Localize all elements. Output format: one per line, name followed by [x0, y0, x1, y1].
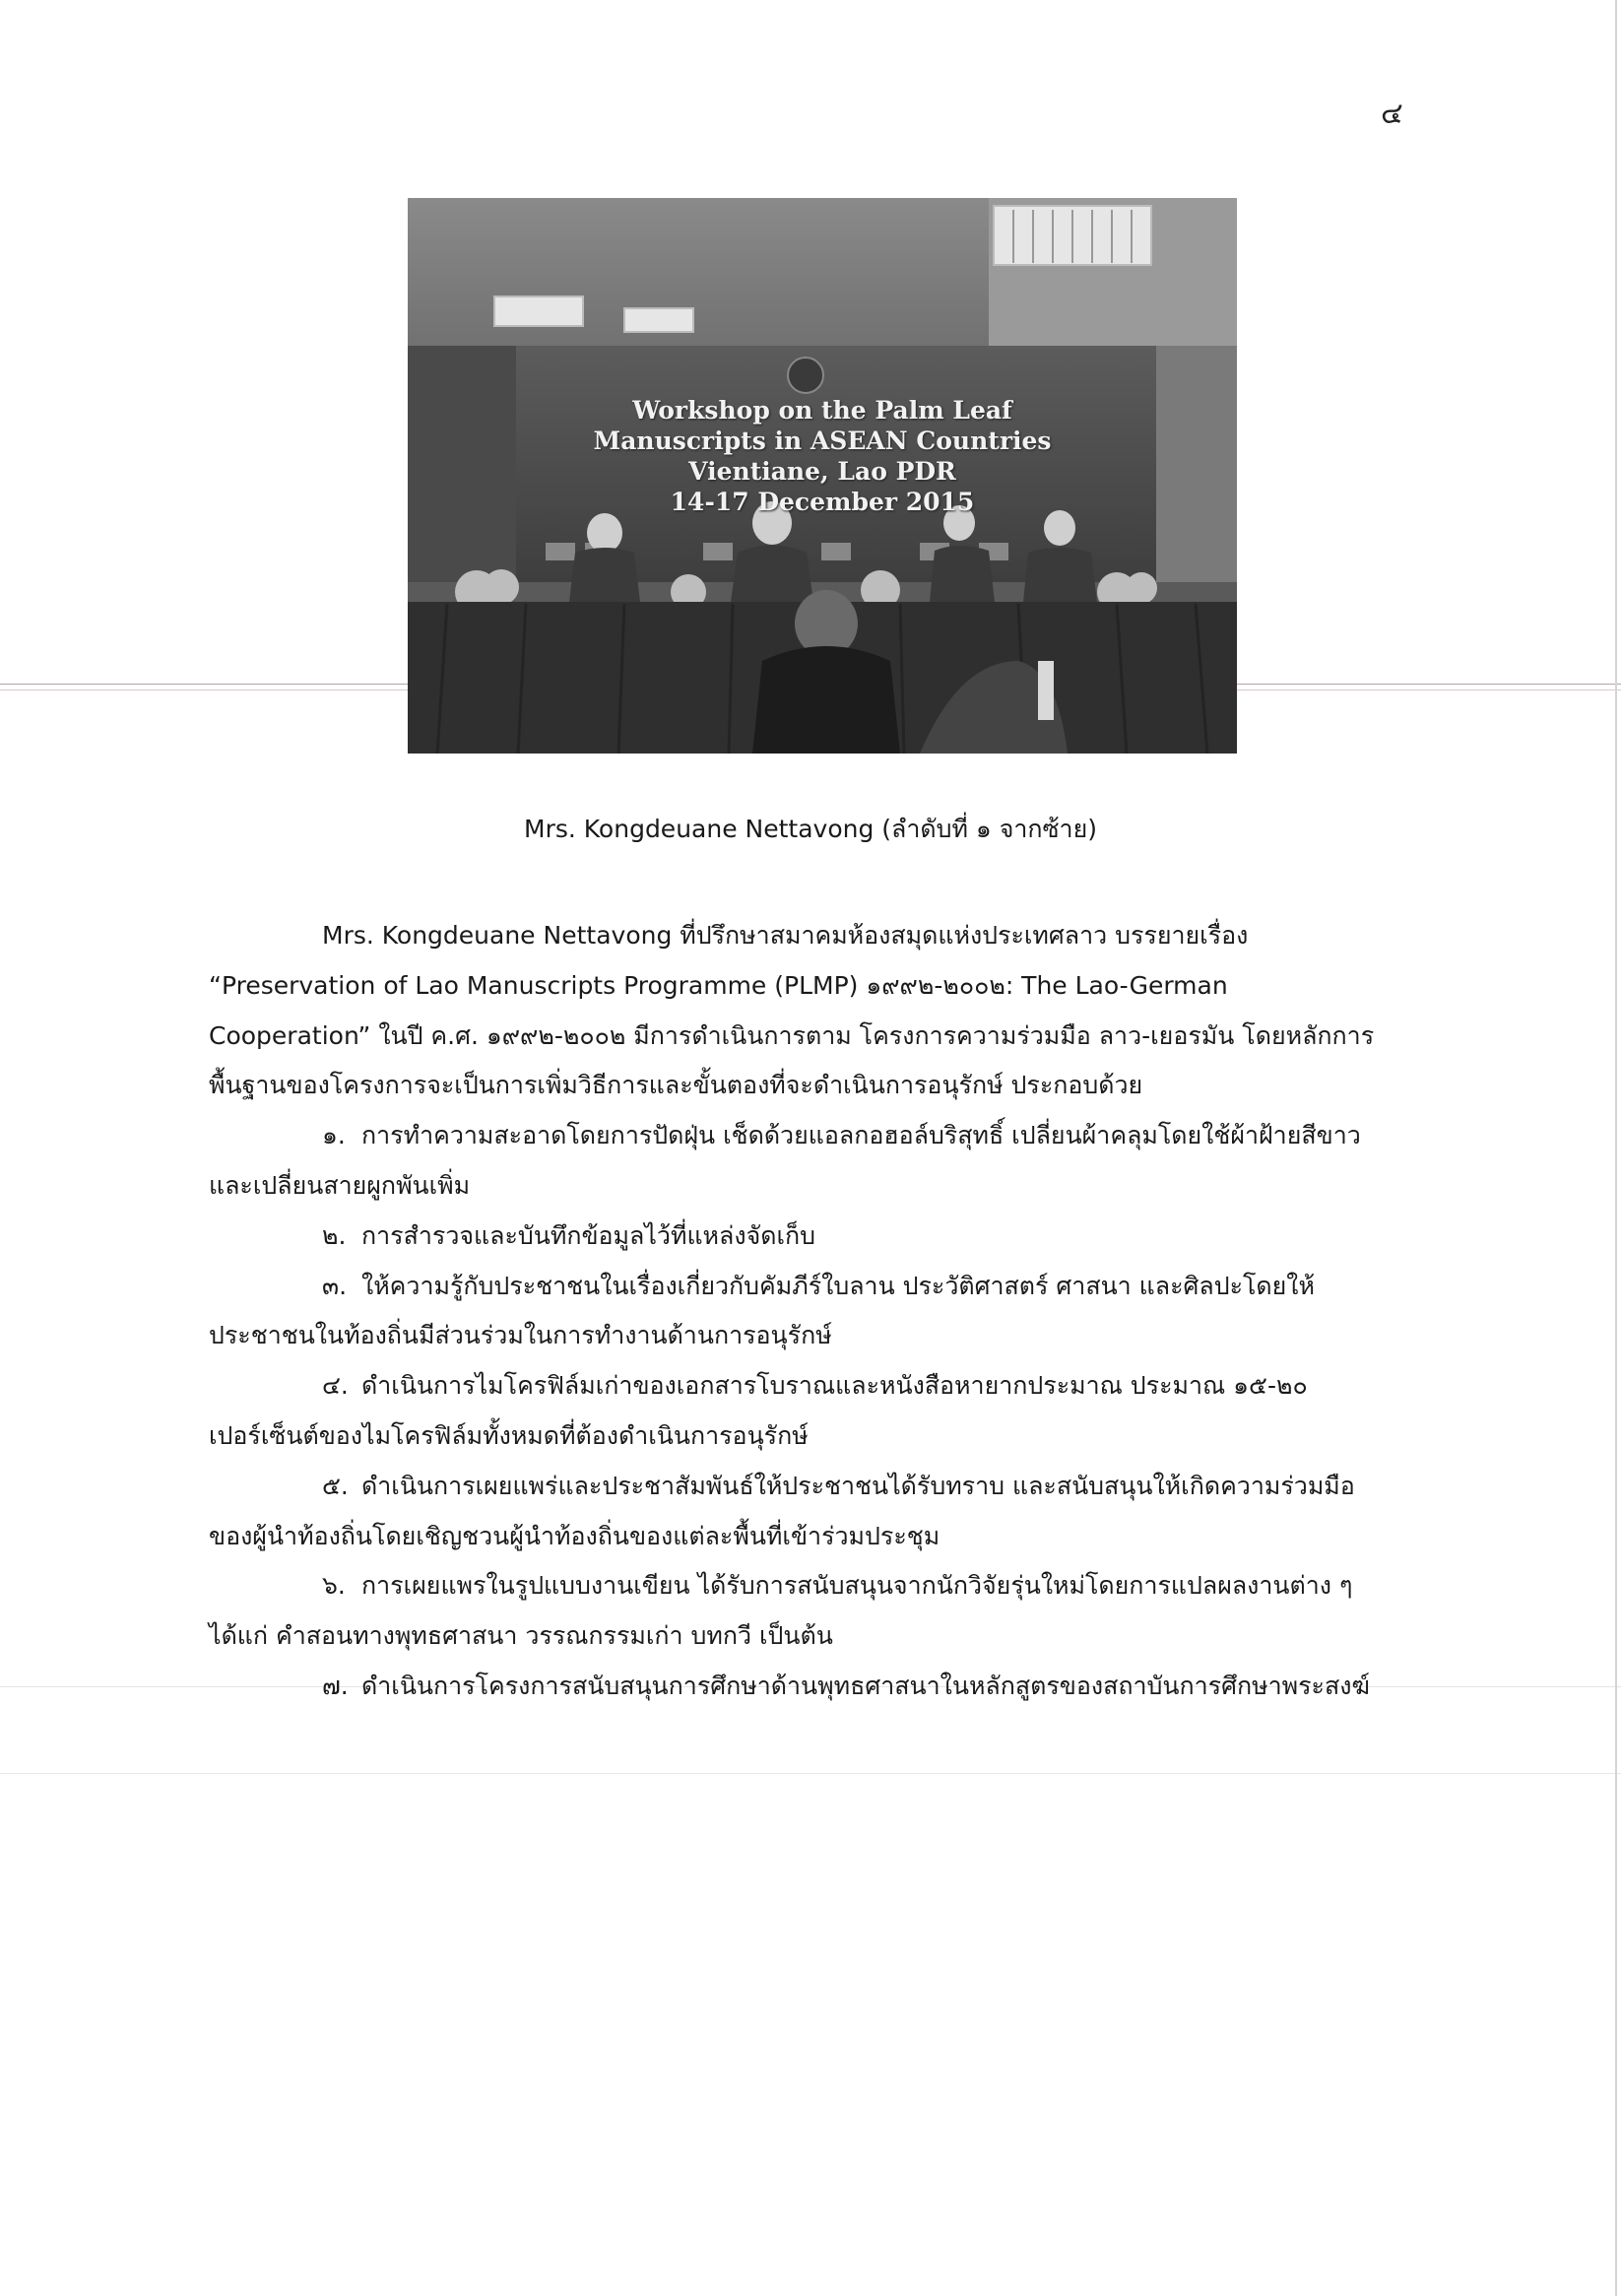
- scan-artifact-line: [0, 1773, 1621, 1774]
- list-number: ๕.: [322, 1471, 349, 1500]
- photo-caption: Mrs. Kongdeuane Nettavong (ลำดับที่ ๑ จากซ้าย): [524, 815, 1097, 843]
- list-text: ให้ความรู้กับประชาชนในเรื่องเกี่ยวกับคัมภีร์ใบลาน ประวัติศาสตร์ ศาสนา และศิลปะโดยให้ประชาชนในท้องถิ่นมีส่วนร่วมในการทำงานด้านการอนุรักษ์: [209, 1271, 1315, 1350]
- list-text: ดำเนินการเผยแพร่และประชาสัมพันธ์ให้ประชาชนได้รับทราบ และสนับสนุนให้เกิดความร่วมมือของผู้นำท้องถิ่นโดยเชิญชวนผู้นำท้องถิ่นของแต่ละพื้นที่เข้าร่วมประชุม: [209, 1471, 1355, 1550]
- banner-line: Manuscripts in ASEAN Countries: [593, 426, 1052, 455]
- banner-line: 14-17 December 2015: [670, 488, 975, 516]
- list-number: ๖.: [322, 1571, 346, 1601]
- list-item: [209, 1111, 1395, 1212]
- list-number: ๔.: [322, 1371, 349, 1401]
- intro-paragraph: [209, 911, 1395, 1111]
- document-body: [209, 911, 1395, 1712]
- list-text: ดำเนินการโครงการสนับสนุนการศึกษาด้านพุทธศาสนาในหลักสูตรของสถาบันการศึกษาพระสงฆ์: [361, 1671, 1370, 1700]
- list-item: [209, 1662, 1395, 1712]
- workshop-photo: [408, 198, 1237, 754]
- list-number: ๒.: [322, 1220, 347, 1250]
- list-item: [209, 1212, 1395, 1262]
- banner-line: Vientiane, Lao PDR: [688, 457, 956, 486]
- list-number: ๗.: [322, 1671, 349, 1700]
- list-number: ๑.: [322, 1121, 346, 1150]
- intro-text: Mrs. Kongdeuane Nettavong ที่ปรึกษาสมาคมห้องสมุดแห่งประเทศลาว บรรยายเรื่อง “Preservation of Lao Manuscripts Programme (PLMP) ๑๙๙๒-๒๐๐๒: The Lao-German Cooperation” ในปี ค.ศ. ๑๙๙๒-๒๐๐๒ มีการดำเนินการตาม โครงการความร่วมมือ ลาว-เยอรมัน โดยหลักการพื้นฐานของโครงการจะเป็นการเพิ่มวิธีการและขั้นตองที่จะดำเนินการอนุรักษ์ ประกอบด้วย: [209, 921, 1375, 1100]
- page-number: ๔: [1381, 97, 1403, 131]
- list-item: [209, 1561, 1395, 1662]
- list-text: การเผยแพรในรูปแบบงานเขียน ได้รับการสนับสนุนจากนักวิจัยรุ่นใหม่โดยการแปลผลงานต่าง ๆ ได้แก่ คำสอนทางพุทธศาสนา วรรณกรรมเก่า บทกวี เป็นต้น: [209, 1571, 1353, 1651]
- list-item: [209, 1262, 1395, 1362]
- list-item: [209, 1462, 1395, 1562]
- workshop-banner: [408, 395, 1237, 517]
- banner-line: Workshop on the Palm Leaf: [632, 396, 1012, 425]
- list-text: การทำความสะอาดโดยการปัดฝุ่น เช็ดด้วยแอลกอฮอล์บริสุทธิ์ เปลี่ยนผ้าคลุมโดยใช้ผ้าฝ้ายสีขาวและเปลี่ยนสายผูกพันเพิ่ม: [209, 1121, 1361, 1200]
- list-number: ๓.: [322, 1271, 348, 1300]
- list-text: การสำรวจและบันทึกข้อมูลไว้ที่แหล่งจัดเก็บ: [361, 1220, 815, 1250]
- list-text: ดำเนินการไมโครฟิล์มเก่าของเอกสารโบราณและหนังสือหายากประมาณ ประมาณ ๑๕-๒๐ เปอร์เซ็นต์ของไมโครฟิล์มทั้งหมดที่ต้องดำเนินการอนุรักษ์: [209, 1371, 1308, 1450]
- list-item: [209, 1361, 1395, 1462]
- page-edge: [1615, 0, 1617, 2296]
